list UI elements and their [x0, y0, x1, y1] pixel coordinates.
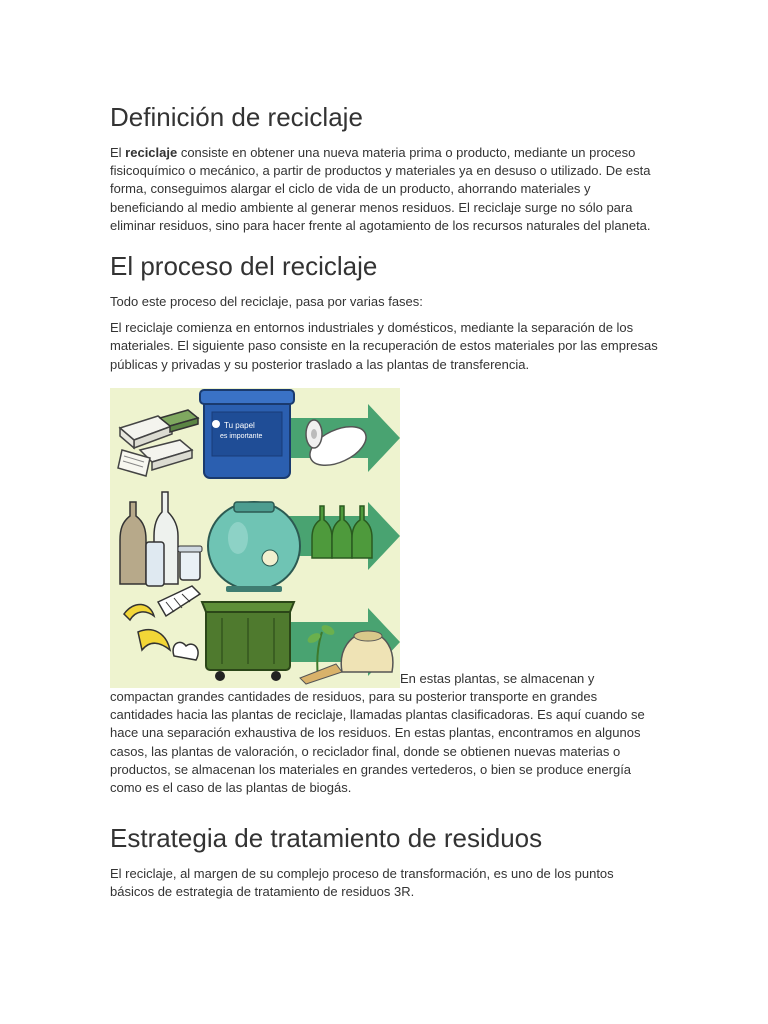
- paragraph-prefix: El: [110, 145, 126, 160]
- paragraph-fases: Todo este proceso del reciclaje, pasa por varias fases:: [110, 294, 423, 310]
- paragraph-estrategia: El reciclaje, al margen de su complejo proceso de transformación, es uno de los puntos básicos de estrategia de tratamiento de residuos 3R.: [110, 866, 614, 900]
- heading-definicion: Definición de reciclaje: [110, 102, 363, 132]
- recycling-illustration: [110, 388, 400, 688]
- figure-block: [110, 382, 660, 805]
- document-content: [110, 100, 660, 910]
- paper-bin-label-1: Tu papel: [224, 420, 255, 430]
- heading-estrategia: Estrategia de tratamiento de residuos: [110, 823, 543, 854]
- paragraph-rest: consiste en obtener una nueva materia prima o producto, mediante un proceso fisicoquímico o mecánico, a partir de productos y materiales ya en desuso o utilizado. De esta forma, conseguimos alargar el ciclo de vida de un producto, ahorrando materiales y beneficiando al medio ambiente al generar menos residuos. El reciclaje surge no sólo para eliminar residuos, sino para hacer frente al agotamiento de los recursos naturales del planeta.: [110, 145, 651, 233]
- glass-bin: [208, 502, 300, 590]
- bold-term-reciclaje: reciclaje: [125, 145, 178, 160]
- paragraph-plantas: En estas plantas, se almacenan y compactan grandes cantidades de residuos, para su posterior transporte en grandes cantidades hacia las plantas de reciclaje, llamadas plantas clasificadoras. Es aquí cuando se hace una separación exhaustiva de los residuos. En estas plantas, encontramos en algunos casos, las plantas de valoración, o reciclador final, donde se obtienen nuevas materias o productos, se almacenan los materiales en grandes vertederos, o bien se produce energía como es el caso de las plantas de biogás.: [110, 670, 645, 796]
- heading-proceso: El proceso del reciclaje: [110, 251, 378, 282]
- paragraph-definicion: [110, 144, 660, 235]
- paragraph-separacion: El reciclaje comienza en entornos industriales y domésticos, mediante la separación de los materiales. El siguiente paso consiste en la recuperación de estos materiales por las empresas públicas y privadas y su posterior traslado a las plantas de transferencia.: [110, 320, 658, 372]
- paper-bin-label-2: es importante: [220, 432, 263, 440]
